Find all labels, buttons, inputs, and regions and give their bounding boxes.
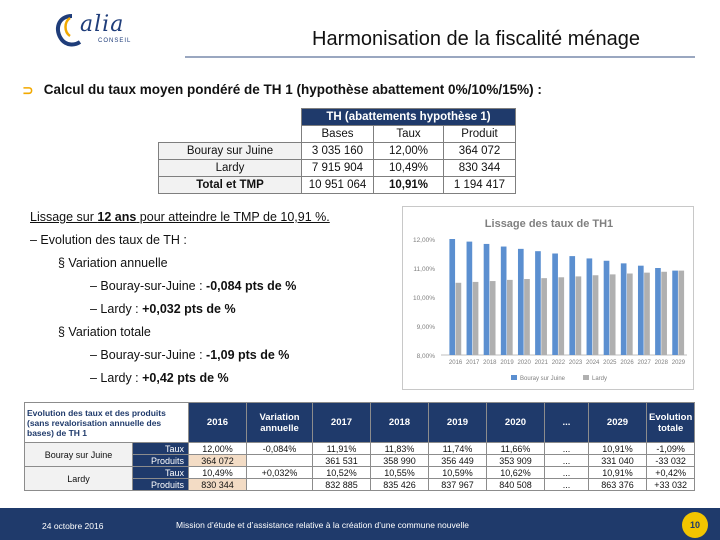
y-tick-label: 11,00% [413, 266, 435, 273]
table-row [25, 443, 695, 455]
chart-bar [610, 274, 616, 355]
logo-subtitle: CONSEIL [98, 38, 132, 44]
chart-bar [518, 249, 524, 355]
x-tick-label: 2028 [654, 360, 668, 366]
company-logo [52, 10, 142, 50]
table-cell: 361 531 [313, 455, 371, 467]
table-cell: 11,91% [313, 443, 371, 455]
evolution-col: 2020 [487, 403, 545, 443]
x-tick-label: 2019 [500, 360, 514, 366]
footer-bar [0, 508, 720, 540]
evolution-col: 2029 [589, 403, 647, 443]
table-cell: 830 344 [189, 479, 247, 491]
chart-bar [467, 242, 473, 355]
x-tick-label: 2017 [466, 360, 480, 366]
th-table [158, 108, 516, 194]
evolution-col: 2016 [189, 403, 247, 443]
legend-swatch [511, 375, 517, 380]
th-row-label: Bouray sur Juine [159, 143, 302, 160]
row-kind: Taux [133, 443, 189, 455]
table-cell: 840 508 [487, 479, 545, 491]
chart-bar [627, 274, 633, 355]
page-number: 10 [682, 512, 708, 538]
chart-bar [507, 280, 513, 355]
th-cell: 7 915 904 [302, 160, 374, 177]
evolution-col: ... [545, 403, 589, 443]
x-tick-label: 2025 [603, 360, 617, 366]
evolution-col: Evolution totale [647, 403, 695, 443]
x-tick-label: 2023 [568, 360, 583, 366]
th-cell: 10,91% [374, 177, 444, 194]
chart-bar [449, 239, 455, 355]
th-cell: 364 072 [444, 143, 516, 160]
table-cell: 10,55% [371, 467, 429, 479]
logo-name: alia [80, 12, 125, 37]
x-tick-label: 2024 [586, 360, 600, 366]
y-tick-label: 8,00% [416, 353, 435, 360]
table-cell [247, 455, 313, 467]
table-cell: 356 449 [429, 455, 487, 467]
x-tick-label: 2029 [671, 360, 686, 366]
legend-label: Lardy [592, 376, 608, 382]
table-cell: ... [545, 455, 589, 467]
chart-bar [501, 247, 507, 355]
row-kind: Produits [133, 479, 189, 491]
evolution-table-title: Evolution des taux et des produits (sans revalorisation annuelle des bases) de TH 1 [25, 403, 189, 443]
x-tick-label: 2016 [448, 360, 463, 366]
chart-bar [604, 261, 610, 355]
th-cell: 1 194 417 [444, 177, 516, 194]
table-cell: 364 072 [189, 455, 247, 467]
table-cell [247, 479, 313, 491]
chart-bar [473, 282, 479, 355]
row-kind: Produits [133, 455, 189, 467]
th-cell: 12,00% [374, 143, 444, 160]
th-cell: 10 951 064 [302, 177, 374, 194]
evolution-col: 2019 [429, 403, 487, 443]
table-cell: 11,74% [429, 443, 487, 455]
main-bullet [22, 82, 542, 99]
chart-bar [587, 258, 593, 355]
th-row [159, 177, 516, 194]
th-col-bases: Bases [302, 126, 374, 143]
table-cell: 11,66% [487, 443, 545, 455]
table-cell: -1,09% [647, 443, 695, 455]
table-cell: 358 990 [371, 455, 429, 467]
th-row [159, 160, 516, 177]
x-tick-label: 2027 [637, 360, 651, 366]
bullet-arrow-icon: ⊃ [22, 82, 34, 98]
th-col-produit: Produit [444, 126, 516, 143]
evolution-col: Variation annuelle [247, 403, 313, 443]
chart-bar [661, 272, 667, 355]
table-row [25, 467, 695, 479]
chart-bar [535, 251, 541, 355]
footer-mission: Mission d’étude et d’assistance relative à la création d’une commune nouvelle [176, 520, 469, 530]
chart-bar [644, 273, 650, 355]
table-cell: 832 885 [313, 479, 371, 491]
text-line: – Bouray-sur-Juine : -1,09 pts de % [90, 348, 290, 362]
table-cell: 10,52% [313, 467, 371, 479]
chart-bar [484, 244, 490, 355]
x-tick-label: 2018 [483, 360, 497, 366]
chart-bar [541, 278, 547, 355]
chart-bar [678, 271, 684, 355]
chart-bar [558, 277, 564, 355]
text-line: – Bouray-sur-Juine : -0,084 pts de % [90, 279, 297, 293]
chart-bar [638, 266, 644, 355]
table-cell: -33 032 [647, 455, 695, 467]
legend-swatch [583, 375, 589, 380]
x-tick-label: 2020 [517, 360, 531, 366]
text-line: – Lardy : +0,032 pts de % [90, 302, 236, 316]
evolution-col: 2018 [371, 403, 429, 443]
th-table-title: TH (abattements hypothèse 1) [302, 109, 516, 126]
x-tick-label: 2026 [620, 360, 634, 366]
chart-bar [576, 276, 582, 355]
title-divider [185, 56, 695, 58]
text-line: § Variation totale [58, 325, 151, 339]
table-cell: 10,49% [189, 467, 247, 479]
chart-bar [593, 275, 599, 355]
chart-bar [672, 271, 678, 355]
chart-bar [524, 279, 530, 355]
commune-label: Lardy [25, 467, 133, 491]
x-tick-label: 2021 [534, 360, 548, 366]
chart-bar [655, 268, 661, 355]
page-title: Harmonisation de la fiscalité ménage [312, 28, 640, 50]
table-cell: 11,83% [371, 443, 429, 455]
th-col-taux: Taux [374, 126, 444, 143]
chart-title: Lissage des taux de TH1 [484, 218, 614, 230]
table-cell: ... [545, 443, 589, 455]
table-cell: +0,42% [647, 467, 695, 479]
table-cell: 10,91% [589, 467, 647, 479]
table-cell: 10,91% [589, 443, 647, 455]
chart-bar [552, 254, 558, 356]
table-cell: 835 426 [371, 479, 429, 491]
y-tick-label: 10,00% [412, 295, 435, 302]
chart-bar [621, 263, 627, 355]
th-row [159, 143, 516, 160]
table-cell: 10,59% [429, 467, 487, 479]
th-cell: 830 344 [444, 160, 516, 177]
table-cell: 12,00% [189, 443, 247, 455]
evolution-table [24, 402, 695, 491]
evolution-col: 2017 [313, 403, 371, 443]
main-bullet-text: Calcul du taux moyen pondéré de TH 1 (hypothèse abattement 0%/10%/15%) : [43, 82, 542, 97]
x-tick-label: 2022 [551, 360, 566, 366]
th-row-label: Lardy [159, 160, 302, 177]
chart-bar [490, 281, 496, 355]
chart-bar [569, 256, 575, 355]
chart-bar [456, 283, 462, 355]
table-cell: +33 032 [647, 479, 695, 491]
rate-chart [402, 206, 694, 390]
y-tick-label: 9,00% [416, 324, 435, 331]
table-cell: ... [545, 467, 589, 479]
table-cell: 863 376 [589, 479, 647, 491]
table-cell: ... [545, 479, 589, 491]
th-row-label: Total et TMP [159, 177, 302, 194]
explanation-text [30, 206, 330, 390]
table-cell: -0,084% [247, 443, 313, 455]
table-cell: 837 967 [429, 479, 487, 491]
text-line: – Lardy : +0,42 pts de % [90, 371, 229, 385]
table-cell: 10,62% [487, 467, 545, 479]
th-cell: 10,49% [374, 160, 444, 177]
text-line: – Evolution des taux de TH : [30, 233, 187, 247]
y-tick-label: 12,00% [412, 237, 435, 244]
table-cell: 353 909 [487, 455, 545, 467]
rate-chart-svg [403, 207, 695, 391]
text-line: § Variation annuelle [58, 256, 168, 270]
row-kind: Taux [133, 467, 189, 479]
legend-label: Bouray sur Juine [520, 376, 566, 382]
text-line: Lissage sur 12 ans pour atteindre le TMP de 10,91 %. [30, 210, 330, 224]
th-cell: 3 035 160 [302, 143, 374, 160]
table-cell: 331 040 [589, 455, 647, 467]
footer-date: 24 octobre 2016 [42, 521, 104, 531]
commune-label: Bouray sur Juine [25, 443, 133, 467]
table-cell: +0,032% [247, 467, 313, 479]
